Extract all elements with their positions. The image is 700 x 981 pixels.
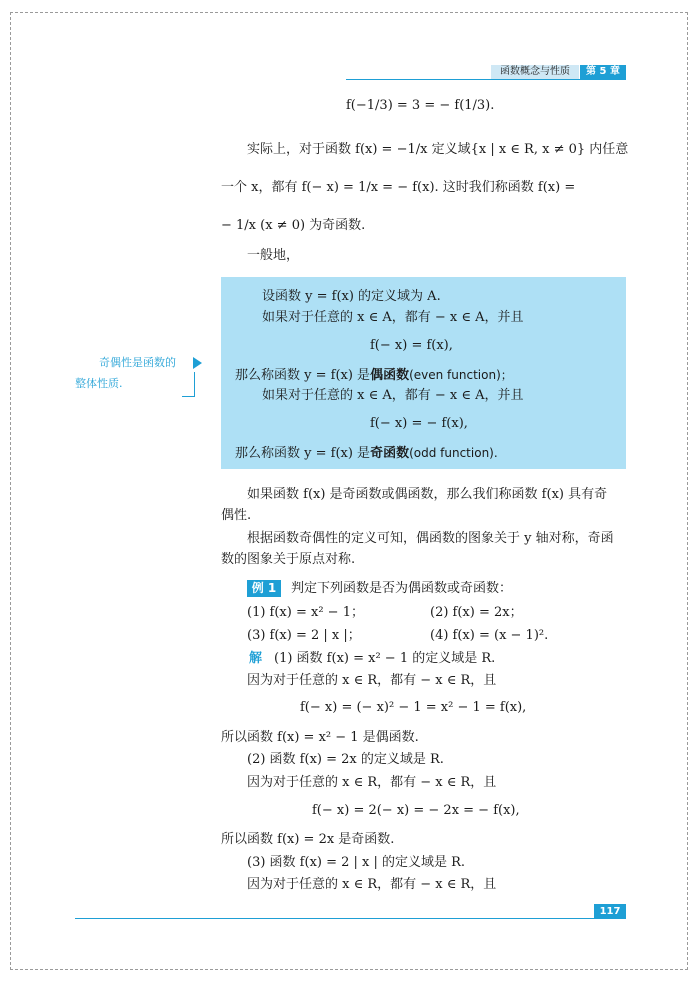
even-function-term: 偶函数 xyxy=(370,368,410,383)
def-line3-suffix: (even function)； xyxy=(409,368,513,382)
para1-line1: 实际上，对于函数 f(x) = −1/x 定义域{x | x ∈ R, x ≠ 0} 内任意 xyxy=(247,142,629,157)
sol2-conclusion: 所以函数 f(x) = 2x 是奇函数. xyxy=(221,832,395,847)
def-line5-suffix: (odd function). xyxy=(409,446,498,460)
formula-odd: f(− x) = − f(x), xyxy=(370,416,468,431)
def-line5-prefix: 那么称函数 y = f(x) 是 xyxy=(235,446,371,461)
example-item-3: (3) f(x) = 2 | x |； xyxy=(247,628,361,643)
para2-line1: 如果函数 f(x) 是奇函数或偶函数，那么我们称函数 f(x) 具有奇 xyxy=(247,487,608,502)
def-line4: 如果对于任意的 x ∈ A，都有 − x ∈ A，并且 xyxy=(262,388,524,403)
solution-label: 解 xyxy=(249,651,263,666)
general-intro: 一般地， xyxy=(247,248,300,263)
margin-note-bracket xyxy=(182,372,195,397)
sol2-line1: (2) 函数 f(x) = 2x 的定义域是 R. xyxy=(247,752,444,767)
def-line1: 设函数 y = f(x) 的定义域为 A. xyxy=(262,289,441,304)
sol1-conclusion: 所以函数 f(x) = x² − 1 是偶函数. xyxy=(221,730,419,745)
para3-line2: 数的图象关于原点对称. xyxy=(221,552,356,567)
formula-top: f(−1/3) = 3 = − f(1/3). xyxy=(346,98,495,113)
page-number: 117 xyxy=(594,904,626,919)
margin-note-line2: 整体性质. xyxy=(75,377,123,390)
sol2-formula: f(− x) = 2(− x) = − 2x = − f(x), xyxy=(312,803,520,818)
footer-rule xyxy=(75,918,626,919)
margin-note-arrow-icon xyxy=(193,357,202,369)
chapter-number-tab: 第 5 章 xyxy=(580,65,626,79)
margin-note-line1: 奇偶性是函数的 xyxy=(99,356,176,369)
sol1-line2: 因为对于任意的 x ∈ R，都有 − x ∈ R，且 xyxy=(247,673,497,688)
example-item-2: (2) f(x) = 2x； xyxy=(430,605,523,620)
def-line2: 如果对于任意的 x ∈ A，都有 − x ∈ A，并且 xyxy=(262,310,524,325)
def-line3-prefix: 那么称函数 y = f(x) 是 xyxy=(235,368,371,383)
sol1-formula: f(− x) = (− x)² − 1 = x² − 1 = f(x), xyxy=(300,700,527,715)
para2-line2: 偶性. xyxy=(221,508,252,523)
def-line3 xyxy=(235,367,513,384)
chapter-name-tab: 函数概念与性质 xyxy=(491,65,579,79)
example-prompt: 判定下列函数是否为偶函数或奇函数： xyxy=(291,581,513,596)
formula-even: f(− x) = f(x), xyxy=(370,338,453,353)
example-tag: 例 1 xyxy=(247,580,281,597)
para1-line3: − 1/x (x ≠ 0) 为奇函数. xyxy=(221,218,366,233)
def-line5 xyxy=(235,445,498,462)
sol3-line2: 因为对于任意的 x ∈ R，都有 − x ∈ R，且 xyxy=(247,877,497,892)
example-item-1: (1) f(x) = x² − 1； xyxy=(247,605,364,620)
sol1-line1: (1) 函数 f(x) = x² − 1 的定义域是 R. xyxy=(274,651,496,666)
sol2-line2: 因为对于任意的 x ∈ R，都有 − x ∈ R，且 xyxy=(247,775,497,790)
example-item-4: (4) f(x) = (x − 1)². xyxy=(430,628,549,643)
para1-line2: 一个 x，都有 f(− x) = 1/x = − f(x). 这时我们称函数 f(x) = xyxy=(221,180,576,195)
header-rule xyxy=(346,79,626,80)
para3-line1: 根据函数奇偶性的定义可知，偶函数的图象关于 y 轴对称，奇函 xyxy=(247,531,614,546)
odd-function-term: 奇函数 xyxy=(370,446,410,461)
sol3-line1: (3) 函数 f(x) = 2 | x | 的定义域是 R. xyxy=(247,855,466,870)
